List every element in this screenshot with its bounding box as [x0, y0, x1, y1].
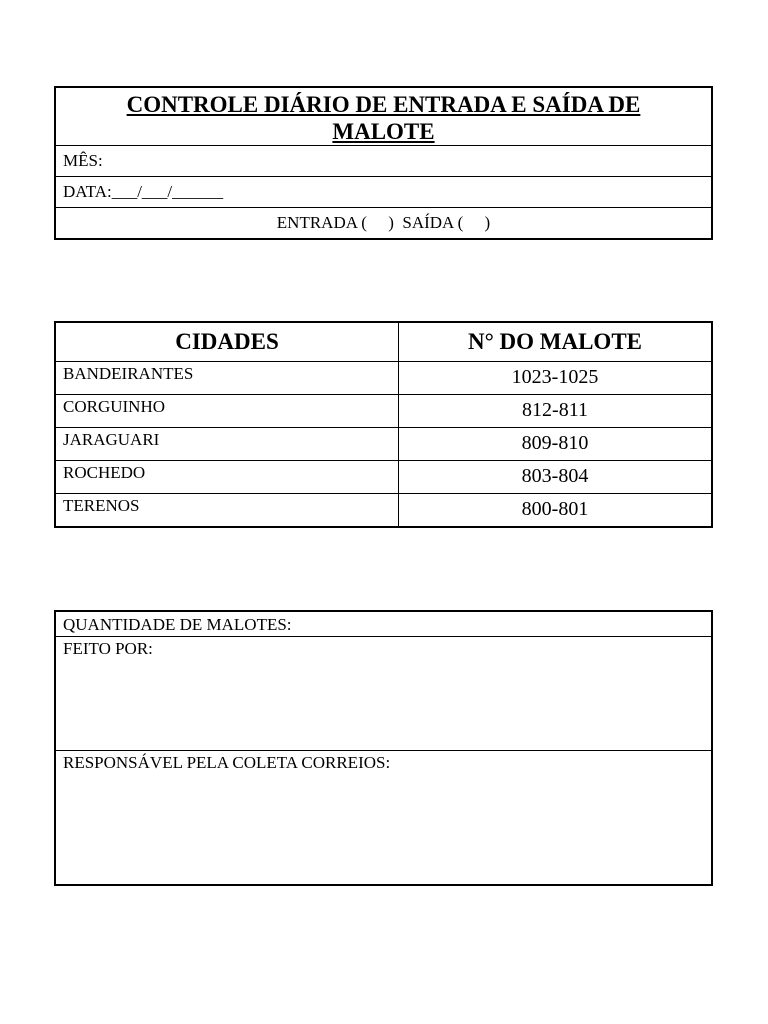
feito-por-field: FEITO POR:: [56, 637, 711, 751]
malote-number-cell: 800-801: [399, 494, 712, 527]
city-cell: TERENOS: [56, 494, 399, 527]
entrada-saida-field: ENTRADA ( ) SAÍDA ( ): [276, 213, 491, 232]
table-row: [56, 395, 711, 428]
quantidade-malotes-field: QUANTIDADE DE MALOTES:: [56, 612, 711, 637]
city-cell: JARAGUARI: [56, 428, 399, 461]
malote-number-cell: 803-804: [399, 461, 712, 494]
malote-number-cell: 809-810: [399, 428, 712, 461]
city-cell: BANDEIRANTES: [56, 362, 399, 395]
malote-number-cell: 1023-1025: [399, 362, 712, 395]
form-title-line1: CONTROLE DIÁRIO DE ENTRADA E SAÍDA DE: [126, 92, 641, 117]
cities-table: [56, 323, 711, 526]
cities-table-box: [54, 321, 713, 528]
mes-field: MÊS:: [56, 146, 711, 177]
city-cell: CORGUINHO: [56, 395, 399, 428]
header-box: [54, 86, 713, 240]
table-row: [56, 494, 711, 527]
city-cell: ROCHEDO: [56, 461, 399, 494]
column-header-malote: N° DO MALOTE: [399, 323, 712, 362]
table-row: [56, 362, 711, 395]
form-title: [56, 88, 711, 146]
responsavel-coleta-field: RESPONSÁVEL PELA COLETA CORREIOS:: [63, 753, 391, 772]
footer-box: [54, 610, 713, 886]
column-header-cidades: CIDADES: [56, 323, 399, 362]
date-field: DATA:___/___/______: [56, 177, 711, 208]
malote-number-cell: 812-811: [399, 395, 712, 428]
table-row: [56, 461, 711, 494]
form-title-line2: MALOTE: [332, 119, 435, 144]
table-header-row: [56, 323, 711, 362]
table-row: [56, 428, 711, 461]
